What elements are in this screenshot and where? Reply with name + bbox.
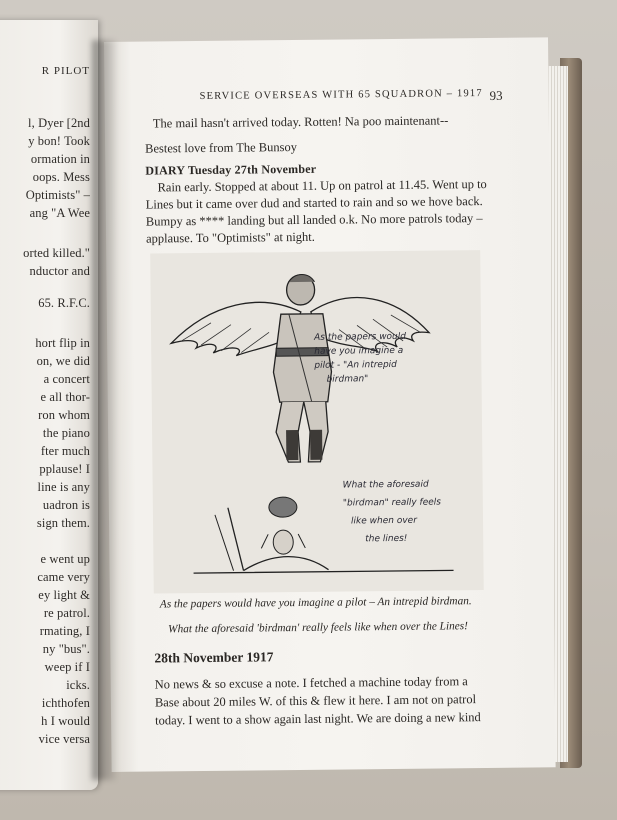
caption-1: As the papers would have you imagine a pilot – An intrepid birdman. <box>159 595 472 611</box>
left-page-line: y bon! Took <box>28 134 90 148</box>
pilot-head <box>273 530 293 554</box>
left-page-line: ny "bus". <box>42 642 90 656</box>
left-page-line: ey light & <box>38 588 90 602</box>
left-page-line: fter much <box>40 444 90 458</box>
handwritten-note-2 <box>343 479 442 544</box>
svg-text:What the aforesaid: What the aforesaid <box>342 479 429 491</box>
left-page-line: re patrol. <box>43 606 90 620</box>
running-head: SERVICE OVERSEAS WITH 65 SQUADRON – 1917 <box>199 88 483 103</box>
left-page-line: hort flip in <box>35 336 90 350</box>
svg-text:pilot - "An intrepid: pilot - "An intrepid <box>314 359 397 371</box>
left-page-line: ichthofen <box>41 696 90 710</box>
left-page-line: on, we did <box>36 354 90 368</box>
svg-text:the lines!: the lines! <box>365 533 408 545</box>
left-page-line: the piano <box>42 426 90 440</box>
diary-line-4: applause. To "Optimists" at night. <box>145 229 315 246</box>
letter-line-1: The mail hasn't arrived today. Rotten! Na poo maintenant-- <box>152 113 449 131</box>
body-line-2: Base about 20 miles W. of this & flew it here. I am not on patrol <box>154 692 477 710</box>
book-page-93 <box>104 37 556 772</box>
figure-body <box>273 314 332 403</box>
page-number: 93 <box>489 87 503 103</box>
left-running-head: R PILOT <box>41 65 90 77</box>
birdman-sketch <box>150 250 484 593</box>
left-page-line: nductor and <box>29 264 90 278</box>
left-page-line: rmating, I <box>39 624 90 638</box>
body-line-3: today. I went to a show again last night. We are doing a new kind <box>155 710 481 728</box>
left-page-line: 65. R.F.C. <box>38 296 90 310</box>
left-page-line: uadron is <box>42 498 90 512</box>
letter-signoff: Bestest love from The Bunsoy <box>145 139 298 156</box>
diary-line-3: Bumpy as **** landing but all landed o.k. No more patrols today – <box>145 211 483 229</box>
svg-text:As the papers would: As the papers would <box>314 331 407 343</box>
diary-line-2: Lines but it came over dud and started to rain and so we hove back. <box>145 194 483 212</box>
left-page-line: vice versa <box>38 732 90 746</box>
left-page-line: h I would <box>41 714 90 728</box>
right-wing <box>311 297 430 352</box>
left-page-line: orted killed." <box>23 246 90 260</box>
left-page-line: ang "A Wee <box>29 206 90 220</box>
date-heading: 28th November 1917 <box>154 649 274 666</box>
aircraft-cockpit <box>193 555 453 573</box>
svg-text:have you imagine a: have you imagine a <box>314 345 404 357</box>
diary-heading: DIARY Tuesday 27th November <box>145 161 317 178</box>
left-page-line: a concert <box>43 372 90 386</box>
svg-text:like when over: like when over <box>350 515 417 527</box>
body-line-1: No news & so excuse a note. I fetched a machine today from a <box>154 674 468 692</box>
left-page-line: ormation in <box>30 152 90 166</box>
left-page-line: sign them. <box>36 516 90 530</box>
left-page-line: l, Dyer [2nd <box>28 116 90 130</box>
caption-2: What the aforesaid 'birdman' really feels like when over the Lines! <box>168 620 468 636</box>
book-gutter-shadow <box>92 40 116 780</box>
left-page-line: oops. Mess <box>32 170 90 184</box>
left-page-line: e all thor- <box>40 390 90 404</box>
left-page-line: e went up <box>40 552 90 566</box>
left-page-line: ron whom <box>38 408 90 422</box>
svg-text:"birdman" really feels: "birdman" really feels <box>342 497 442 509</box>
diary-line-1: Rain early. Stopped at about 11. Up on patrol at 11.45. Went up to <box>157 176 487 195</box>
svg-text:birdman": birdman" <box>326 374 369 385</box>
left-page-line: Optimists" – <box>25 188 90 202</box>
facing-left-page <box>0 20 98 790</box>
left-page-line: pplause! I <box>39 462 90 476</box>
pen-sketch-illustration <box>150 250 484 593</box>
left-page-line: weep if I <box>44 660 90 674</box>
left-page-line: icks. <box>66 678 90 692</box>
left-page-line: line is any <box>37 480 90 494</box>
left-page-line: came very <box>37 570 90 584</box>
